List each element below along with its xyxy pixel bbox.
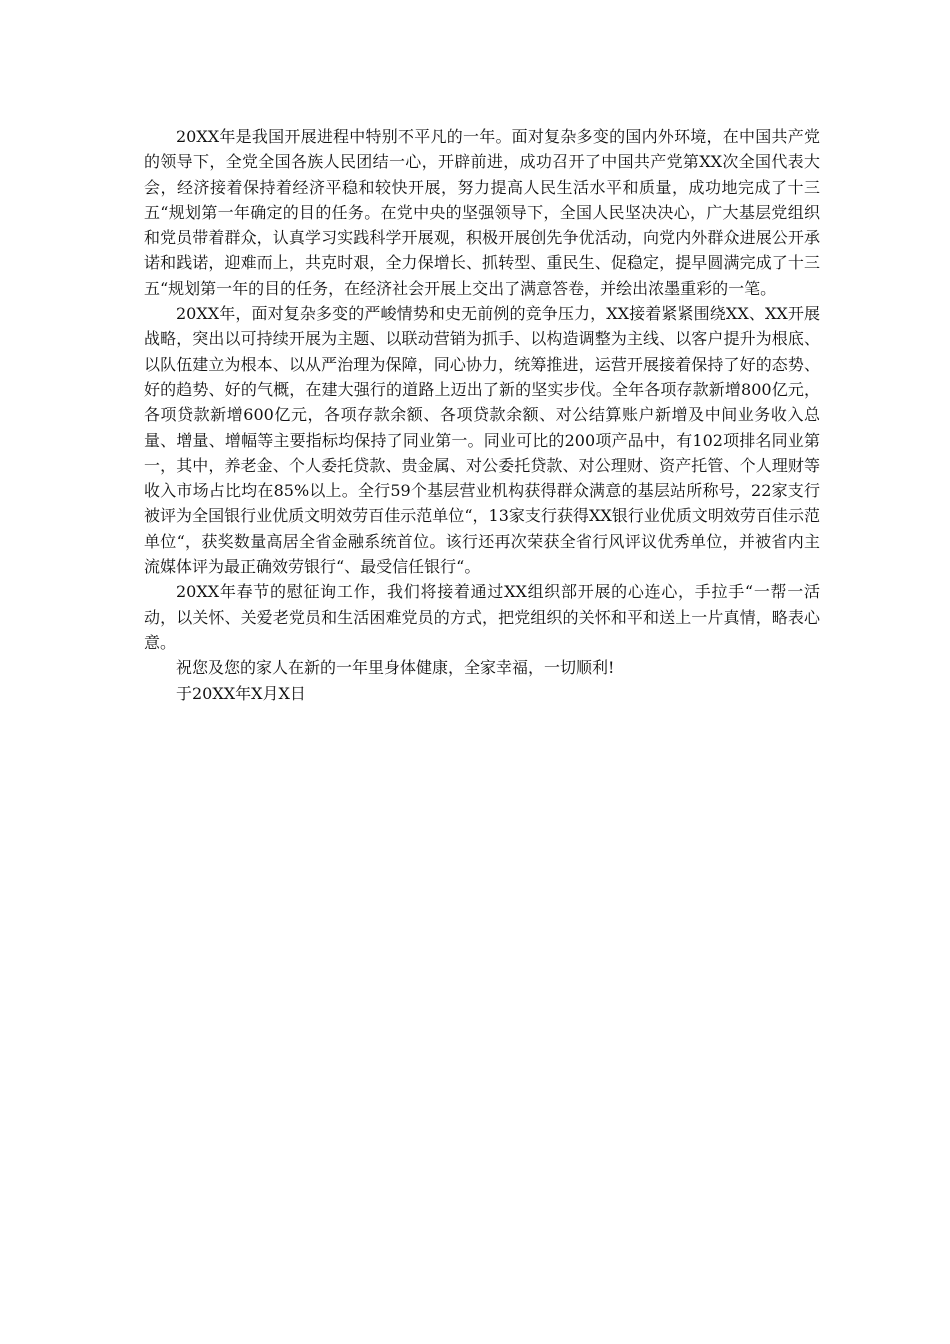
paragraph-year-review: 20XX年是我国开展进程中特别不平凡的一年。面对复杂多变的国内外环境，在中国共产党的领导下，全党全国各族人民团结一心，开辟前进，成功召开了中国共产党第XX次全国代表大会，经济接着保持着经济平稳和较快开展，努力提高人民生活水平和质量，成功地完成了十三五“规划第一年确定的目的任务。在党中央的坚强领导下，全国人民坚决决心，广大基层党组织和党员带着群众，认真学习实践科学开展观，积极开展创先争优活动，向党内外群众进展公开承诺和践诺，迎难而上，共克时艰，全力保增长、抓转型、重民生、促稳定，提早圆满完成了十三五“规划第一年的目的任务，在经济社会开展上交出了满意答卷，并绘出浓墨重彩的一笔。 xyxy=(144,127,820,298)
paragraph-spring-festival-visit: 20XX年春节的慰征询工作，我们将接着通过XX组织部开展的心连心，手拉手“一帮一活动，以关怀、关爱老党员和生活困难党员的方式，把党组织的关怀和平和送上一片真情，略表心意。 xyxy=(144,582,820,652)
paragraph-greeting: 祝您及您的家人在新的一年里身体健康，全家幸福，一切顺利! xyxy=(176,658,615,678)
paragraph-date: 于20XX年X月X日 xyxy=(176,683,306,703)
paragraph-bank-performance: 20XX年，面对复杂多变的严峻情势和史无前例的竞争压力，XX接着紧紧围绕XX、XX开展战略，突出以可持续开展为主题、以联动营销为抓手、以构造调整为主线、以客户提升为根底、以队伍建立为根本、以从严治理为保障，同心协力，统筹推进，运营开展接着保持了好的态势、好的趋势、好的气概，在建大强行的道路上迈出了新的坚实步伐。全年各项存款新增800亿元，各项贷款新增600亿元，各项存款余额、各项贷款余额、对公结算账户新增及中间业务收入总量、增量、增幅等主要指标均保持了同业第一。同业可比的200项产品中，有102项排名同业第一，其中，养老金、个人委托贷款、贵金属、对公委托贷款、对公理财、资产托管、个人理财等收入市场占比均在85%以上。全行59个基层营业机构获得群众满意的基层站所称号，22家支行被评为全国银行业优质文明效劳百佳示范单位“，13家支行获得XX银行业优质文明效劳百佳示范单位“，获奖数量高居全省金融系统首位。该行还再次荣获全省行风评议优秀单位，并被省内主流媒体评为最正确效劳银行“、最受信任银行“。 xyxy=(144,304,820,577)
document-body xyxy=(144,124,820,706)
